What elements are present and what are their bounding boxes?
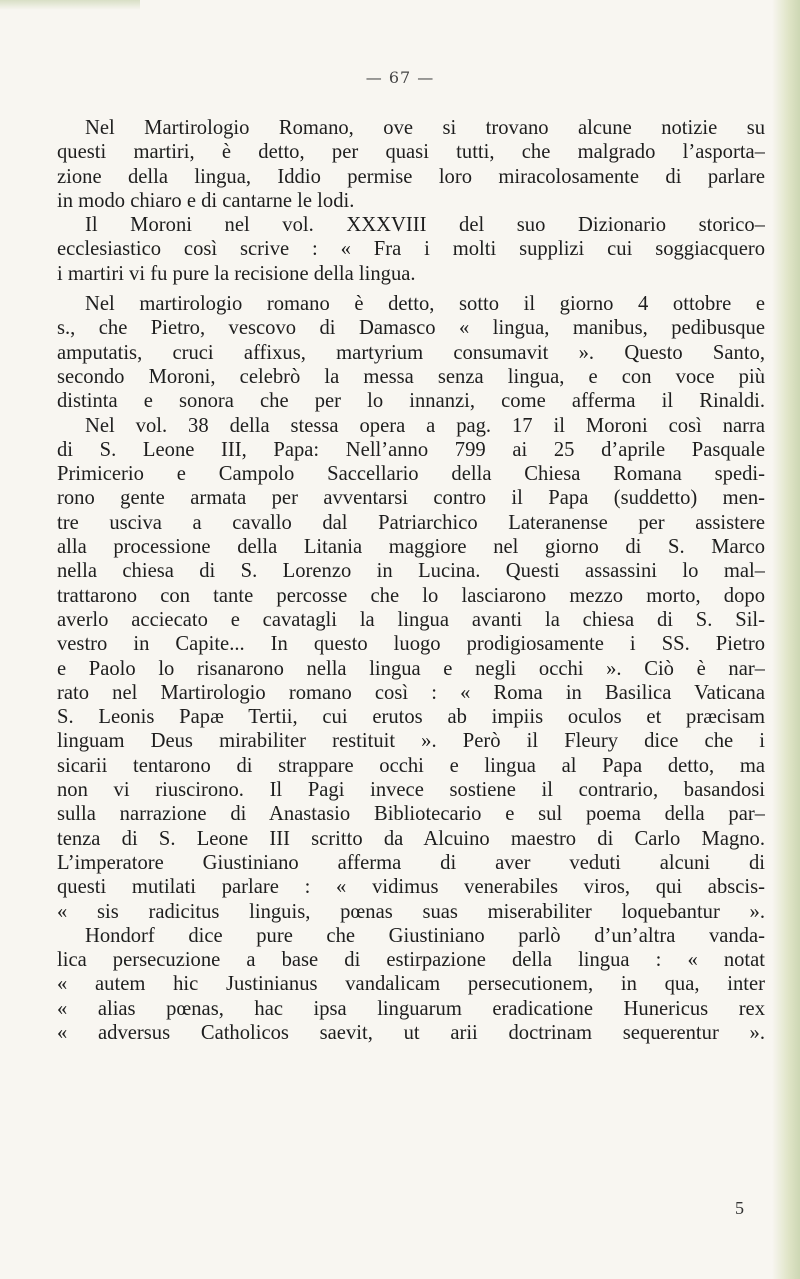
text-line: averlo acciecato e cavatagli la lingua avanti la chiesa di S. Sil- (57, 608, 765, 631)
text-line: alla processione della Litania maggiore nel giorno di S. Marco (57, 536, 765, 559)
text-line: sicarii tentarono di strappare occhi e lingua al Papa detto, ma (57, 754, 765, 777)
text-line: Il Moroni nel vol. XXXVIII del suo Dizionario storico– (85, 214, 765, 237)
text-line: sulla narrazione di Anastasio Bibliotecario e sul poema della par– (57, 803, 765, 826)
text-line: ecclesiastico così scrive : « Fra i molti supplizi cui soggiacquero (57, 238, 765, 261)
text-line: amputatis, cruci affixus, martyrium consumavit ». Questo Santo, (57, 341, 765, 364)
text-line: nella chiesa di S. Lorenzo in Lucina. Questi assassini lo mal– (57, 560, 765, 583)
text-line: questi martiri, è detto, per quasi tutti, che malgrado l’asporta– (57, 141, 765, 164)
text-line: tre usciva a cavallo dal Patriarchico Lateranense per assistere (57, 511, 765, 534)
text-line: i martiri vi fu pure la recisione della lingua. (57, 262, 416, 285)
text-line: Hondorf dice pure che Giustiniano parlò d’un’altra vanda- (85, 924, 765, 947)
body-text (57, 116, 765, 1045)
page-number: — 67 — (365, 68, 435, 87)
text-line: S. Leonis Papæ Tertii, cui erutos ab impiis oculos et præcisam (57, 706, 765, 729)
text-line: trattarono con tante percosse che lo lasciarono mezzo morto, dopo (57, 584, 765, 607)
text-line: Nel Martirologio Romano, ove si trovano alcune notizie su (85, 117, 765, 139)
text-line: questi mutilati parlare : « vidimus venerabiles viros, qui abscis- (57, 876, 765, 899)
text-line: di S. Leone III, Papa: Nell’anno 799 ai 25 d’aprile Pasquale (57, 438, 765, 461)
text-line: Primicerio e Campolo Saccellario della Chiesa Romana spedi- (57, 463, 765, 486)
text-line: in modo chiaro e di cantarne le lodi. (57, 189, 355, 212)
text-line: rono gente armata per avventarsi contro il Papa (suddetto) men- (57, 487, 765, 510)
text-line: s., che Pietro, vescovo di Damasco « lingua, manibus, pedibusque (57, 317, 765, 340)
text-line: distinta e sonora che per lo innanzi, come afferma il Rinaldi. (57, 390, 765, 413)
text-line: « autem hic Justinianus vandalicam persecutionem, in qua, inter (57, 973, 765, 996)
text-line: lica persecuzione a base di estirpazione della lingua : « notat (57, 949, 765, 972)
text-line: vestro in Capite... In questo luogo prodigiosamente i SS. Pietro (57, 633, 765, 656)
text-line: zione della lingua, Iddio permise loro miracolosamente di parlare (57, 165, 765, 188)
text-line: linguam Deus mirabiliter restituit ». Però il Fleury dice che i (57, 730, 765, 753)
text-line: rato nel Martirologio romano così : « Roma in Basilica Vaticana (57, 681, 765, 704)
text-line: « adversus Catholicos saevit, ut arii doctrinam sequerentur ». (57, 1021, 765, 1044)
text-line: e Paolo lo risanarono nella lingua e negli occhi ». Ciò è nar– (57, 657, 765, 680)
text-line: non vi riuscirono. Il Pagi invece sostiene il contrario, basandosi (57, 779, 765, 802)
text-line: Nel vol. 38 della stessa opera a pag. 17 il Moroni così narra (85, 414, 765, 437)
text-line: Nel martirologio romano è detto, sotto il giorno 4 ottobre e (85, 293, 765, 316)
text-line: « alias pœnas, hac ipsa linguarum eradicatione Hunericus rex (57, 997, 765, 1020)
text-line: L’imperatore Giustiniano afferma di aver veduti alcuni di (57, 851, 765, 874)
text-line: secondo Moroni, celebrò la messa senza lingua, e con voce più (57, 365, 765, 388)
text-line: tenza di S. Leone III scritto da Alcuino maestro di Carlo Magno. (57, 827, 765, 850)
signature-mark: 5 (735, 1198, 744, 1218)
text-line: « sis radicitus linguis, pœnas suas miserabiliter loquebantur ». (57, 900, 765, 923)
